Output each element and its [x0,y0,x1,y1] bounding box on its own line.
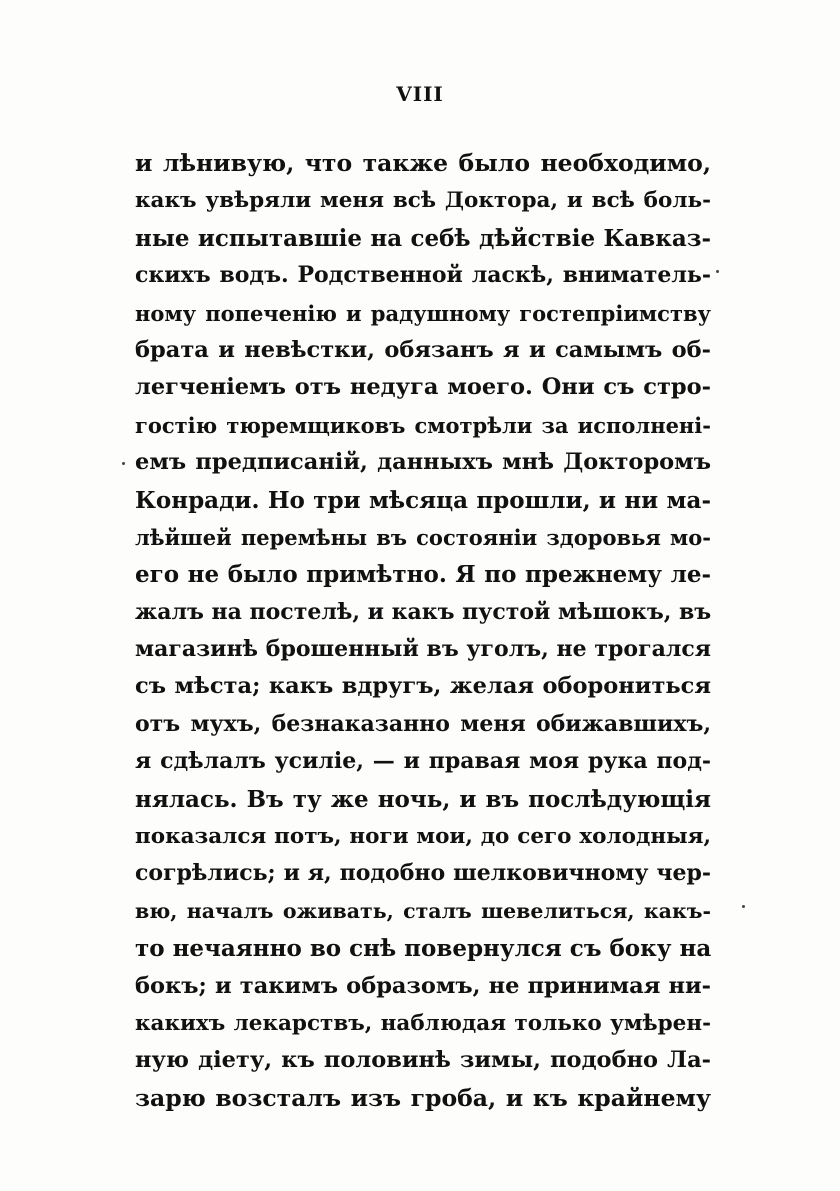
text-line: то нечаянно во снѣ повернулся съ боку на [135,935,711,963]
body-text [135,145,711,1117]
text-line: Конради. Но три мѣсяца прошли, и ни ма- [135,486,711,514]
text-line: какъ увѣряли меня всѣ Доктора, и всѣ боль- [135,188,711,214]
text-line: я сдѣлалъ усиліе, — и правая моя рука под- [135,748,711,775]
text-line: ную діету, къ половинѣ зимы, подобно Ла- [135,1047,711,1074]
text-line: скихъ водъ. Родственной ласкѣ, вниматель- [135,262,711,289]
text-line: ному попеченію и радушному гостепріимству [135,300,711,326]
ink-speck [716,270,719,273]
text-line: отъ мухъ, безнаказанно меня обижавшихъ, [135,710,711,737]
text-line: нялась. Въ ту же ночь, и въ послѣдующія [135,785,711,813]
text-line: его не было примѣтно. Я по прежнему ле- [135,561,711,589]
text-line: гостію тюремщиковъ смотрѣли за исполненi- [135,412,711,438]
text-line: какихъ лекарствъ, наблюдая только умѣрен- [135,1010,711,1036]
text-line: жалъ на постелѣ, и какъ пустой мѣшокъ, въ [135,598,711,625]
text-line: лѣйшей перемѣны въ состояніи здоровья мо- [135,524,711,550]
text-line: показался потъ, ноги мои, до сего холодныя, [135,824,711,850]
text-line: бокъ; и такимъ образомъ, не принимая ни- [135,972,711,999]
text-line: емъ предписаній, данныхъ мнѣ Докторомъ [135,449,711,476]
text-line: легченіемъ отъ недуга моего. Они съ стро- [135,374,711,401]
text-line: согрѣлись; и я, подобно шелковичному чер- [135,860,711,887]
text-line: магазинѣ брошенный въ уголъ, не трогался [135,636,711,663]
text-line: зарю возсталъ изъ гроба, и къ крайнему [135,1083,711,1112]
text-line: ные испытавшіе на себѣ дѣйствіе Кавказ- [135,224,711,252]
ink-speck [122,462,125,465]
text-line: вю, началъ оживать, сталъ шевелиться, какъ- [135,898,711,923]
text-line: съ мѣста; какъ вдругъ, желая оборониться [135,673,711,700]
text-line: и лѣнивую, что также было необходимо, [135,149,711,177]
page-number: VIII [396,82,444,106]
ink-speck [742,905,745,908]
text-line: брата и невѣстки, обязанъ я и самымъ об- [135,336,711,363]
